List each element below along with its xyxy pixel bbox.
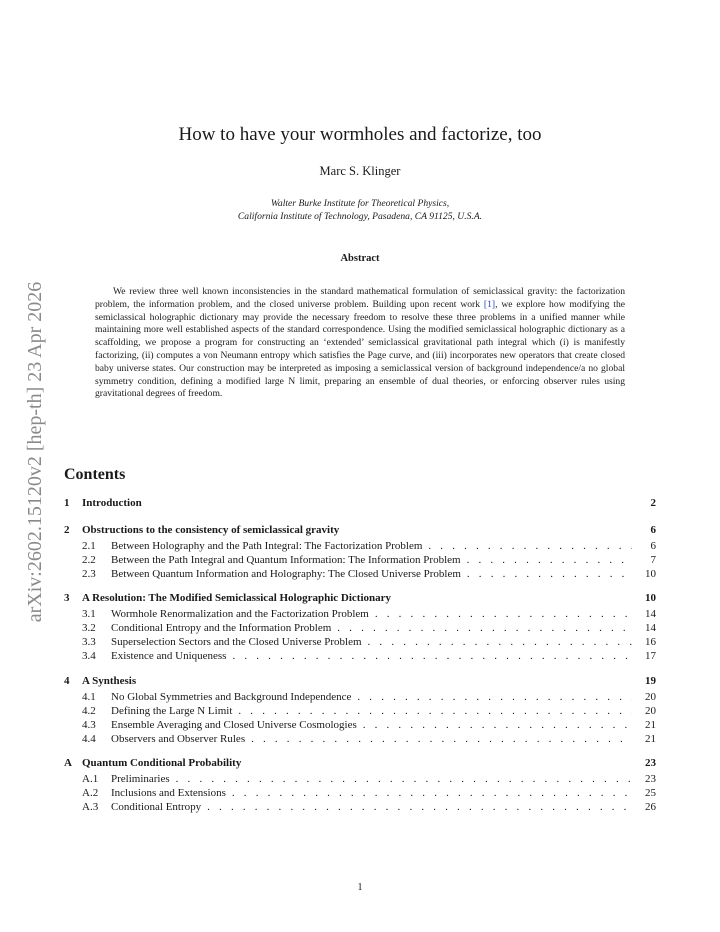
toc-leader-dots [251,733,632,745]
toc-page-number: 25 [645,787,656,799]
toc-subsection-title: Wormhole Renormalization and the Factorization Problem [111,608,369,620]
toc-section-title: Quantum Conditional Probability [82,757,242,769]
toc-subentry[interactable] [64,650,656,664]
toc-page-number: 10 [645,592,656,604]
author-name: Marc S. Klinger [319,164,401,178]
toc-subsection-title: Between the Path Integral and Quantum Information: The Information Problem [111,553,461,566]
abstract-text-end: , we explore how modifying the semiclassical holographic dictionary may provide the necessary freedom to resolve these three problems in a unified manner while maintaining more well established aspects of the standard correspondence. Using the modified semiclassical holographic dictionary as a scaffolding, we propose a program for constructing an ‘extended’ semiclassical gravitational path integral which (i) is manifestly factorizing, (ii) computes a von Neumann entropy which satisfies the Page curve, and (iii) incorporates new operators that create closed baby universe states. Our construction may be interpreted as imposing a semiclassical version of background independence/a no global symmetry condition, defining a modified large N limit, preparing an ensemble of dual theories, or enforcing observer rules using gravitational degrees of freedom. [95,298,625,400]
toc-subentry[interactable] [64,705,656,719]
toc-subsection-number: 3.3 [82,636,96,648]
toc-subsection-number: 4.3 [82,718,96,731]
toc-subsection-number: 2.1 [82,539,96,552]
toc-subentry[interactable] [64,554,656,568]
toc-leader-dots [232,650,632,662]
toc-subsection-title: Superselection Sectors and the Closed Universe Problem [111,636,362,648]
toc-section [64,497,656,513]
toc-leader-dots [467,568,632,580]
toc-leader-dots [368,636,632,648]
toc-page-number: 10 [645,567,656,580]
toc-subsection-title: Conditional Entropy [111,801,202,813]
toc-subsection-number: 3.2 [82,622,96,634]
abstract-text-start: We review three well known inconsistencies in the standard mathematical formulation of semiclassical gravity: the factorization problem, the information problem, and the closed universe problem. Building upon recent work [95,286,625,310]
toc-subentry[interactable] [64,691,656,705]
table-of-contents [64,497,656,826]
toc-entry[interactable] [64,497,656,513]
abstract-heading: Abstract [340,253,380,264]
toc-subsection-number: 3.1 [82,608,96,620]
toc-subentry[interactable] [64,540,656,554]
toc-subentry[interactable] [64,801,656,815]
toc-page-number: 16 [645,636,656,648]
toc-leader-dots [337,622,632,634]
affiliation-line-1: Walter Burke Institute for Theoretical Physics, [270,198,450,209]
toc-subsection-number: A.3 [82,801,99,813]
toc-section-number: 4 [64,674,70,687]
toc-subsection-number: A.1 [82,773,99,785]
toc-section-title: Obstructions to the consistency of semiclassical gravity [82,523,340,536]
toc-page-number: 23 [645,757,656,769]
toc-page-number: 14 [645,622,656,634]
toc-page-number: 23 [645,773,656,785]
toc-page-number: 20 [645,690,656,703]
toc-section-title: A Resolution: The Modified Semiclassical Holographic Dictionary [82,592,392,604]
toc-leader-dots [176,773,632,785]
toc-page-number: 20 [645,704,656,717]
paper-title: How to have your wormholes and factorize, too [178,124,542,145]
toc-subentry[interactable] [64,636,656,650]
toc-leader-dots [428,540,632,552]
arxiv-identifier: arXiv:2602.15120v2 [hep-th] 23 Apr 2026 [24,281,46,623]
toc-subsection-title: Defining the Large N Limit [111,704,233,717]
toc-section-number: 2 [64,523,70,536]
toc-subsection-title: Preliminaries [111,773,170,785]
citation-link[interactable]: [1] [483,298,496,310]
toc-subsection-number: 2.3 [82,567,96,580]
toc-subsection-title: Conditional Entropy and the Information Problem [111,622,332,634]
toc-section [64,675,656,747]
arxiv-stamp [20,258,50,646]
toc-section [64,757,656,815]
toc-section-number: A [64,757,72,769]
toc-leader-dots [238,705,632,717]
toc-page-number: 6 [650,539,656,552]
toc-section-title: A Synthesis [82,674,137,687]
toc-page-number: 17 [645,650,656,662]
abstract-body [95,286,625,401]
toc-entry[interactable] [64,675,656,691]
toc-leader-dots [232,787,632,799]
toc-page-number: 6 [650,523,656,536]
toc-section [64,524,656,582]
toc-leader-dots [467,554,632,566]
affiliation-line-2: California Institute of Technology, Pasadena, CA 91125, U.S.A. [237,211,483,222]
toc-subsection-title: Observers and Observer Rules [111,732,246,745]
toc-leader-dots [357,691,632,703]
toc-page-number: 7 [650,553,656,566]
toc-page-number: 21 [645,732,656,745]
toc-subsection-title: Between Quantum Information and Holography: The Closed Universe Problem [111,567,461,580]
toc-subentry[interactable] [64,622,656,636]
toc-subsection-title: No Global Symmetries and Background Independence [111,690,352,703]
toc-section-title: Introduction [82,497,142,509]
toc-subsection-title: Ensemble Averaging and Closed Universe Cosmologies [111,718,357,731]
affiliation [0,197,720,223]
toc-subentry[interactable] [64,568,656,582]
toc-entry[interactable] [64,592,656,608]
toc-page-number: 26 [645,801,656,813]
toc-page-number: 14 [645,608,656,620]
toc-subentry[interactable] [64,787,656,801]
toc-subsection-title: Between Holography and the Path Integral: The Factorization Problem [111,539,423,552]
toc-subsection-title: Existence and Uniqueness [111,650,227,662]
toc-subentry[interactable] [64,608,656,622]
toc-page-number: 19 [645,674,656,687]
toc-entry[interactable] [64,524,656,540]
toc-subentry[interactable] [64,719,656,733]
toc-subsection-number: 2.2 [82,553,96,566]
toc-subsection-title: Inclusions and Extensions [111,787,226,799]
toc-leader-dots [207,801,632,813]
toc-subentry[interactable] [64,733,656,747]
toc-section-number: 1 [64,497,70,509]
toc-subsection-number: 3.4 [82,650,96,662]
toc-subentry[interactable] [64,773,656,787]
toc-subsection-number: 4.1 [82,690,96,703]
toc-entry[interactable] [64,757,656,773]
toc-page-number: 21 [645,718,656,731]
toc-leader-dots [363,719,632,731]
toc-leader-dots [375,608,632,620]
contents-heading: Contents [64,466,126,483]
page-number: 1 [357,882,363,893]
toc-subsection-number: A.2 [82,787,99,799]
toc-section-number: 3 [64,592,70,604]
toc-section [64,592,656,664]
toc-page-number: 2 [650,497,656,509]
toc-subsection-number: 4.2 [82,704,96,717]
toc-subsection-number: 4.4 [82,732,96,745]
